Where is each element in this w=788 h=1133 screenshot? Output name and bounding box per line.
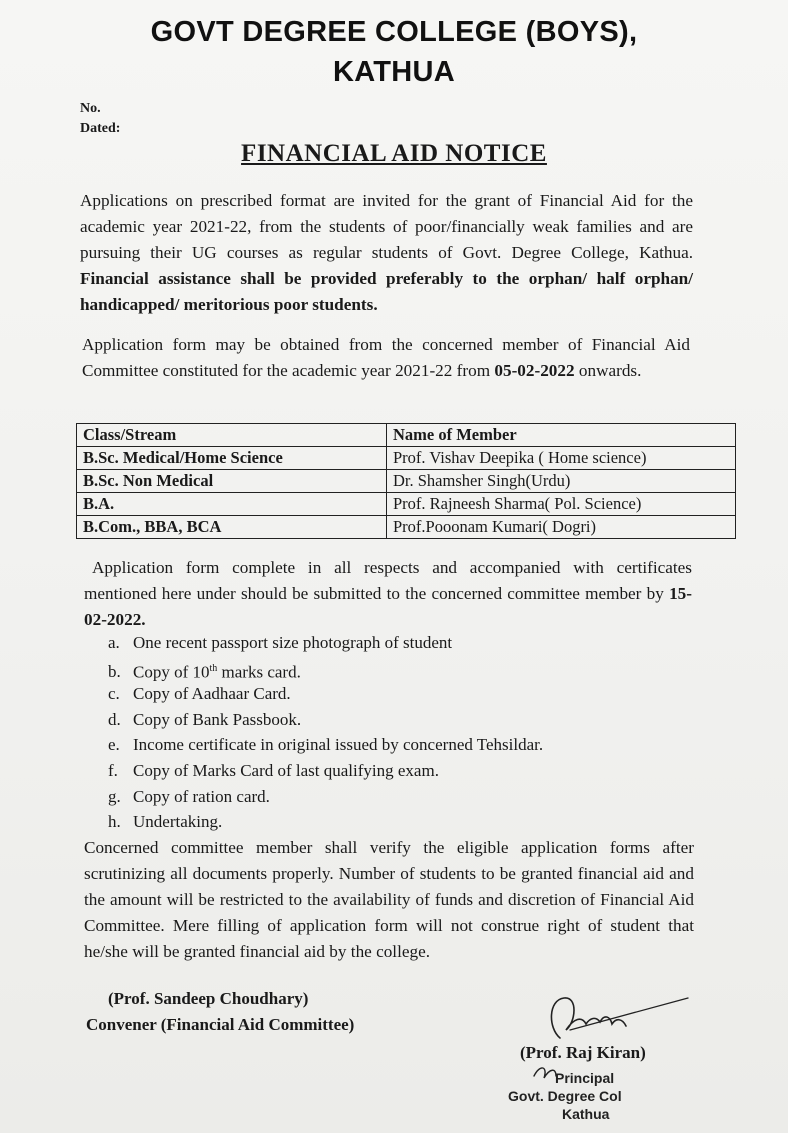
table-row <box>77 516 736 539</box>
member-name-cell: Prof.Pooonam Kumari( Dogri) <box>387 516 736 539</box>
submission-paragraph <box>84 555 692 633</box>
notice-title: FINANCIAL AID NOTICE <box>241 140 547 167</box>
list-item: a. One recent passport size photograph of student <box>108 633 453 652</box>
college-name: GOVT DEGREE COLLEGE (BOYS), <box>150 16 638 48</box>
availability-date: 05-02-2022 <box>494 361 575 380</box>
list-item: f. Copy of Marks Card of last qualifying exam. <box>108 760 439 780</box>
intro-paragraph <box>80 188 693 318</box>
submission-text: Application form complete in all respects and accompanied with certificates mentioned here under should be submitted to the concerned committee member by <box>84 558 692 603</box>
table-row <box>77 470 736 493</box>
list-item: d. Copy of Bank Passbook. <box>108 709 302 729</box>
principal-signature <box>530 988 700 1083</box>
committee-members-table <box>76 423 736 539</box>
convener-title: Convener (Financial Aid Committee) <box>86 1015 355 1034</box>
list-item: c. Copy of Aadhaar Card. <box>108 684 291 704</box>
intro-text: Applications on prescribed format are invited for the grant of Financial Aid for the academic year 2021-22, from the students of poor/financially weak families and are pursuing their UG courses as regular students of Govt. Degree College, Kathua. <box>80 191 693 262</box>
table-row <box>77 447 736 470</box>
principal-stamp-college: Govt. Degree Col <box>508 1088 622 1104</box>
class-stream-cell: B.Sc. Non Medical <box>77 470 387 493</box>
class-stream-cell: B.Sc. Medical/Home Science <box>77 447 387 470</box>
class-stream-cell: B.Com., BBA, BCA <box>77 516 387 539</box>
list-item: b. Copy of 10th marks card. <box>108 662 301 682</box>
principal-name: (Prof. Raj Kiran) <box>520 1043 646 1062</box>
convener-name: (Prof. Sandeep Choudhary) <box>108 989 309 1008</box>
availability-text: Application form may be obtained from the concerned member of Financial Aid Committee constituted for the academic year 2021-22 from <box>82 335 690 380</box>
availability-paragraph <box>82 332 690 384</box>
list-item: e. Income certificate in original issued by concerned Tehsildar. <box>108 735 544 755</box>
class-stream-cell: B.A. <box>77 493 387 516</box>
availability-tail: onwards. <box>574 361 642 380</box>
required-documents-list <box>108 630 543 835</box>
header-class-stream: Class/Stream <box>77 424 387 447</box>
header-member-name: Name of Member <box>387 424 736 447</box>
member-name-cell: Prof. Vishav Deepika ( Home science) <box>387 447 736 470</box>
list-item: g. Copy of ration card. <box>108 786 270 806</box>
table-row <box>77 493 736 516</box>
table-header-row <box>77 424 736 447</box>
principal-stamp-location: Kathua <box>562 1106 610 1122</box>
college-location: KATHUA <box>332 56 456 88</box>
submission-date: 15-02-2022. <box>84 584 692 629</box>
reference-no: No. <box>80 101 101 116</box>
intro-bold-text: Financial assistance shall be provided preferably to the orphan/ half orphan/ handicapped/ meritorious poor students. <box>80 269 693 314</box>
verification-paragraph: Concerned committee member shall verify the eligible application forms after scrutinizing all documents properly. Number of students to be granted financial aid and the amount will be restricted to the availability of funds and discretion of Financial Aid Committee. Mere filling of application form will not construe right of student that he/she will be granted financial aid by the college. <box>84 838 694 961</box>
principal-stamp-title: Principal <box>555 1070 615 1086</box>
list-item: h. Undertaking. <box>108 812 223 832</box>
reference-dated: Dated: <box>80 121 121 136</box>
member-name-cell: Prof. Rajneesh Sharma( Pol. Science) <box>387 493 736 516</box>
member-name-cell: Dr. Shamsher Singh(Urdu) <box>387 470 736 493</box>
